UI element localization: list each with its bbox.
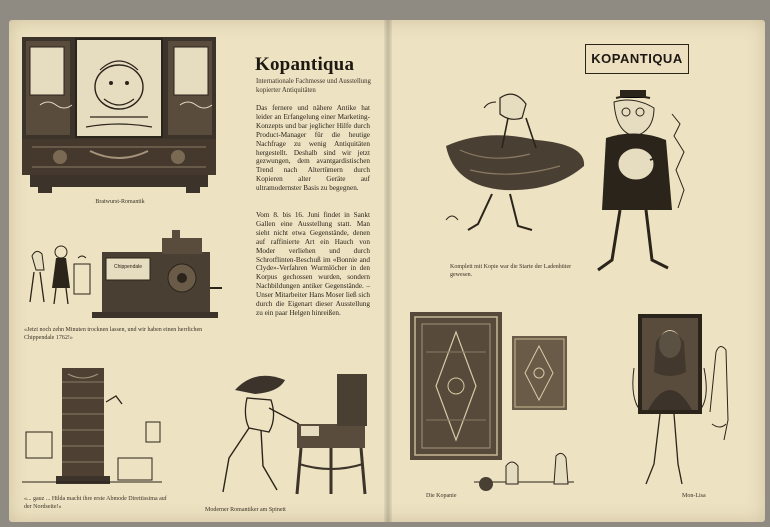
article-paragraph-1: Das fernere und nähere Antike hat leider an Erfangelung einer Marketing-Konzepts und bar jeglicher Hilfe durch Product-Manager für die heutige Nachfrage zu wenig Antiquitäten hergestellt. Deshalb sind wir jetzt gezwungen, dem avantgardistischen Trend nach Altertümern durch Kopieren alter Geräte auf ultramodernster Basis zu begegnen.	[256, 104, 370, 193]
banner-text: KOPANTIQUA	[591, 51, 683, 66]
carrying-men-illustration	[440, 90, 590, 255]
machine-label: Chippendale	[113, 264, 143, 270]
stove-illustration	[22, 362, 162, 492]
article-subtitle: Internationale Fachmesse und Ausstellung kopierter Antiquitäten	[256, 78, 371, 94]
small-carpet	[512, 336, 567, 410]
spinet-illustration	[205, 368, 375, 503]
mona-lisa-illustration	[630, 312, 740, 492]
caption-spinet: Moderner Romantiker am Spinett	[205, 507, 286, 513]
cabinet-illustration	[20, 35, 218, 195]
carpet-visitors-illustration	[470, 446, 580, 494]
caption-carpets: Die Kopanie	[426, 493, 457, 499]
caption-carry: Komplett mit Kopie war die Starte der Ladenhüter gewesen.	[450, 264, 572, 278]
caption-stove: «... gauz ... Hilda macht ihre erste Abmode Direttissima auf der Nordseite!»	[24, 496, 167, 510]
article-paragraph-2: Vom 8. bis 16. Juni findet in Sankt Gallen eine Ausstellung statt. Man sieht nicht etwa Gegenstände, denen auf raffinierte Art ein Hauch von Moder verliehen und durch Schrotflinten-Beschuß im «Bonnie and Clyde»-Verfahren Wurmlöcher in den Korpus gechossen wurden, sondern Nachbildungen antiker Gegenstände. – Unser Mitarbeiter Hans Moser ließ sich durch die Eigenart dieser Ausstellung zu ein paar Helgen hinreißen.	[256, 211, 370, 317]
wall-decoration	[670, 110, 688, 210]
machine-illustration	[22, 228, 224, 323]
caption-machine: «Jetzt noch zehn Minuten trocknen lassen, und wir haben einen herrlichen Chippendale 1762!»	[24, 327, 203, 341]
large-carpet	[410, 312, 502, 460]
caption-bratwurst: Bratwurst-Romantik	[95, 199, 145, 205]
kopantiqua-banner	[585, 44, 689, 74]
page-gutter	[384, 20, 392, 522]
article-title: Kopantiqua	[255, 54, 355, 75]
caption-monalisa: Mon-Lisa	[682, 493, 706, 499]
